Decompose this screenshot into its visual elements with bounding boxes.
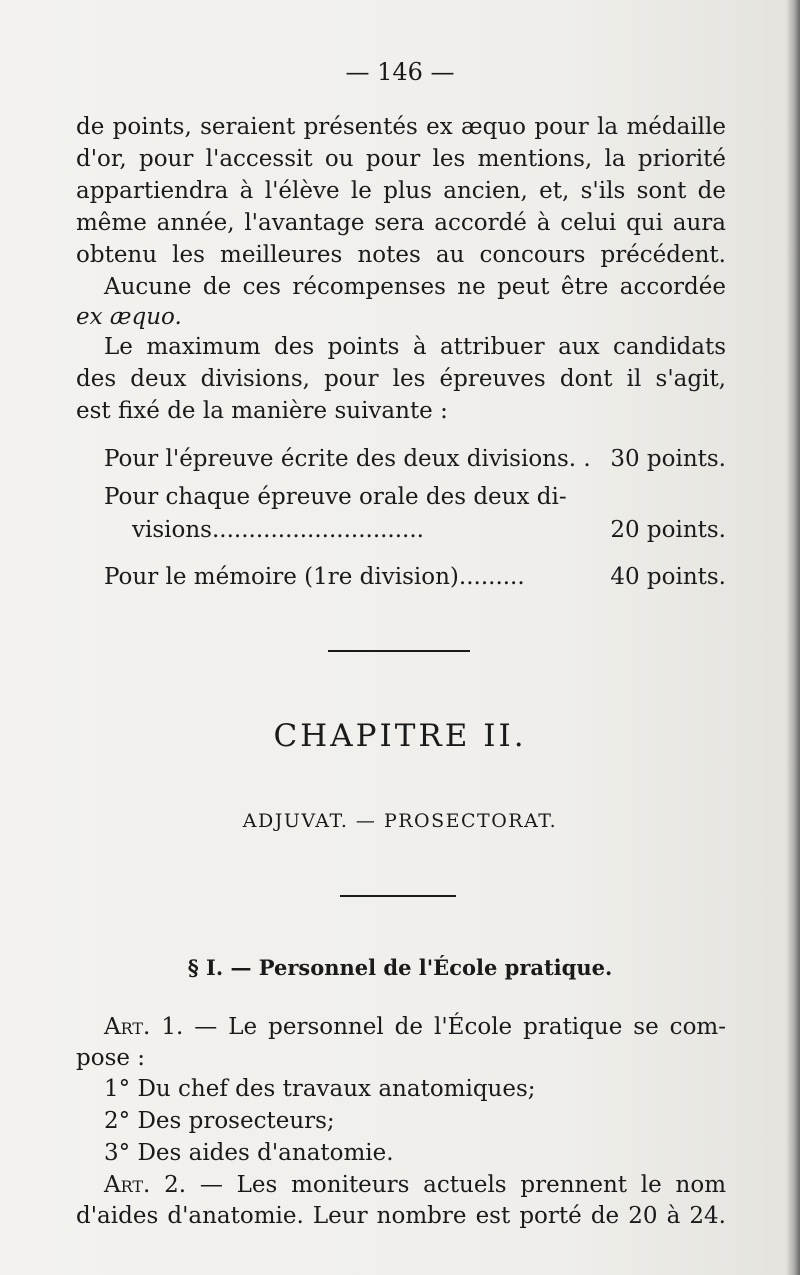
text-line: Le maximum des points à attribuer aux candidats [104, 334, 726, 360]
text-line: pose : [76, 1045, 146, 1071]
points-label: Pour le mémoire (1re division)......... [104, 564, 525, 590]
section-title: § I. — Personnel de l'École pratique. [187, 955, 613, 980]
list-item: 1° Du chef des travaux anatomiques; [104, 1076, 536, 1102]
text-line: obtenu les meilleures notes au concours précédent. [76, 242, 726, 268]
list-item: 2° Des prosecteurs; [104, 1108, 335, 1134]
article-text: — Le personnel de l'École pratique se com- [194, 1014, 726, 1040]
text-line: Aucune de ces récompenses ne peut être accordée [104, 274, 726, 300]
text-line: des deux divisions, pour les épreuves dont il s'agit, [76, 366, 726, 392]
page-edge-shadow [786, 0, 800, 1275]
points-value: 40 points. [610, 564, 726, 590]
list-item: 3° Des aides d'anatomie. [104, 1140, 394, 1166]
points-value: 20 points. [610, 517, 726, 543]
article-label: Art. 2. [104, 1172, 187, 1198]
text-line: même année, l'avantage sera accordé à celui qui aura [76, 210, 726, 236]
page-number: — 146 — [345, 58, 455, 86]
text-line: ex æquo. [76, 304, 182, 330]
points-value: 30 points. [610, 446, 726, 472]
text-line: est fixé de la manière suivante : [76, 398, 448, 424]
points-row [132, 515, 726, 545]
divider-rule [328, 650, 470, 652]
points-row [104, 562, 726, 592]
text-line: appartiendra à l'élève le plus ancien, et, s'ils sont de [76, 178, 726, 204]
points-label: Pour l'épreuve écrite des deux divisions. . [104, 446, 591, 472]
divider-rule [340, 895, 456, 897]
article-line [104, 1170, 726, 1200]
text-line: d'aides d'anatomie. Leur nombre est porté de 20 à 24. [76, 1203, 726, 1229]
points-row [104, 482, 726, 512]
article-text: — Les moniteurs actuels prennent le nom [199, 1172, 726, 1198]
chapter-subtitle: ADJUVAT. — PROSECTORAT. [242, 810, 558, 832]
text-line: de points, seraient présentés ex æquo pour la médaille [76, 114, 726, 140]
points-label: Pour chaque épreuve orale des deux di- [104, 484, 567, 510]
article-line [104, 1012, 726, 1042]
article-label: Art. 1. [104, 1014, 184, 1040]
chapter-title: CHAPITRE II. [273, 718, 527, 754]
text-line: d'or, pour l'accessit ou pour les mentions, la priorité [76, 146, 726, 172]
points-row [104, 444, 726, 474]
points-label: visions............................. [132, 517, 424, 543]
